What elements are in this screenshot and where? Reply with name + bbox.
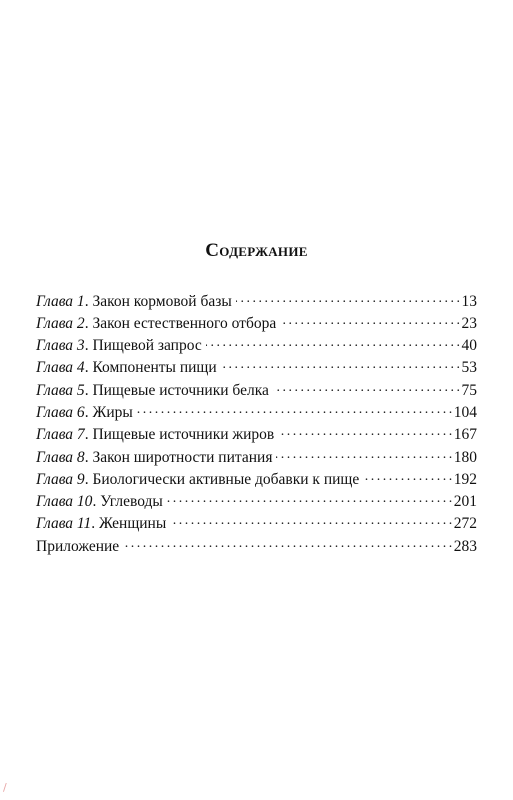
- toc-leader-dots: [236, 290, 460, 306]
- toc-leader-dots: [206, 335, 460, 351]
- toc-entry-label: Глава 4. Компоненты пищи: [36, 359, 217, 377]
- toc-entry-prefix: Глава 8: [36, 448, 85, 466]
- toc-entry-title: Компоненты пищи: [92, 359, 217, 377]
- toc-entry-prefix: Глава 1: [36, 292, 85, 310]
- toc-leader-dots: [221, 357, 460, 373]
- toc-entry-label: Глава 1. Закон кормовой базы: [36, 292, 232, 310]
- toc-entry-prefix: Глава 4: [36, 359, 85, 377]
- page-title: Содержание: [205, 240, 308, 261]
- toc-entry-page: 13: [461, 292, 477, 310]
- toc-leader-dots: [280, 312, 459, 328]
- toc-entry-title: Углеводы: [100, 493, 163, 511]
- toc-entry-label: Глава 9. Биологически активные добавки к пище: [36, 470, 360, 488]
- toc-leader-dots: [170, 513, 451, 529]
- toc-entry-label: Глава 11. Женщины: [36, 515, 167, 533]
- toc-entry-title: Пищевые источники жиров: [92, 426, 275, 444]
- toc-leader-dots: [278, 424, 452, 440]
- toc-entry-page: 167: [453, 426, 477, 444]
- toc-entry: [36, 446, 477, 468]
- toc-entry-prefix: Глава 5: [36, 381, 85, 399]
- toc-entry-page: 104: [453, 403, 477, 421]
- toc-entry-page: 75: [461, 381, 477, 399]
- toc-entry-prefix: Глава 11: [36, 515, 92, 533]
- toc-entry-title: Женщины: [99, 515, 167, 533]
- toc-entry-prefix: Глава 7: [36, 426, 85, 444]
- toc-entry-title: Биологически активные добавки к пище: [92, 470, 360, 488]
- toc-entry-title: Закон естественного отбора: [92, 314, 277, 332]
- toc-entry-title: Пищевые источники белка: [92, 381, 269, 399]
- toc-entry-prefix: Глава 6: [36, 403, 85, 421]
- toc-leader-dots: [123, 535, 452, 551]
- toc-entry-title: Жиры: [92, 403, 133, 421]
- toc-entry-title: Закон широтности питания: [92, 448, 273, 466]
- toc-entry: [36, 424, 477, 446]
- toc-entry: [36, 468, 477, 490]
- toc-entry-title: Приложение: [36, 537, 120, 555]
- toc-entry-page: 283: [453, 537, 477, 555]
- toc-entry-page: 40: [461, 337, 477, 355]
- toc-entry-label: Глава 3. Пищевой запрос: [36, 337, 202, 355]
- toc-entry-title: Пищевой запрос: [92, 337, 202, 355]
- toc-entry-page: 23: [461, 314, 477, 332]
- toc-leader-dots: [273, 379, 460, 395]
- toc-entry-label: Глава 8. Закон широтности питания: [36, 448, 273, 466]
- toc-entry: [36, 491, 477, 513]
- toc-entry-page: 53: [461, 359, 477, 377]
- toc-entry: [36, 513, 477, 535]
- toc-entry-label: Глава 2. Закон естественного отбора: [36, 314, 277, 332]
- toc-entry: [36, 357, 477, 379]
- toc-entry-page: 272: [453, 515, 477, 533]
- toc-entry-label: Глава 7. Пищевые источники жиров: [36, 426, 275, 444]
- toc-entry-label: Глава 6. Жиры: [36, 403, 133, 421]
- toc-entry-page: 201: [453, 493, 477, 511]
- toc-entry-title: Закон кормовой базы: [92, 292, 232, 310]
- toc-leader-dots: [363, 468, 452, 484]
- toc-entry-prefix: Глава 3: [36, 337, 85, 355]
- toc-entry: [36, 290, 477, 312]
- toc-entry-page: 180: [453, 448, 477, 466]
- toc-entry-label: Глава 5. Пищевые источники белка: [36, 381, 269, 399]
- toc-entry-prefix: Глава 10: [36, 493, 93, 511]
- toc-entry: [36, 401, 477, 423]
- toc-entry-page: 192: [453, 470, 477, 488]
- toc-entry-label: Глава 10. Углеводы: [36, 493, 163, 511]
- toc-entry: [36, 335, 477, 357]
- table-of-contents: [36, 290, 477, 558]
- toc-leader-dots: [167, 491, 452, 507]
- toc-entry: [36, 312, 477, 334]
- toc-entry-prefix: Глава 2: [36, 314, 85, 332]
- toc-entry: [36, 379, 477, 401]
- toc-entry-prefix: Глава 9: [36, 470, 85, 488]
- toc-leader-dots: [276, 446, 451, 462]
- toc-entry-appendix: [36, 535, 477, 557]
- corner-mark: /: [3, 781, 7, 794]
- toc-leader-dots: [137, 401, 452, 417]
